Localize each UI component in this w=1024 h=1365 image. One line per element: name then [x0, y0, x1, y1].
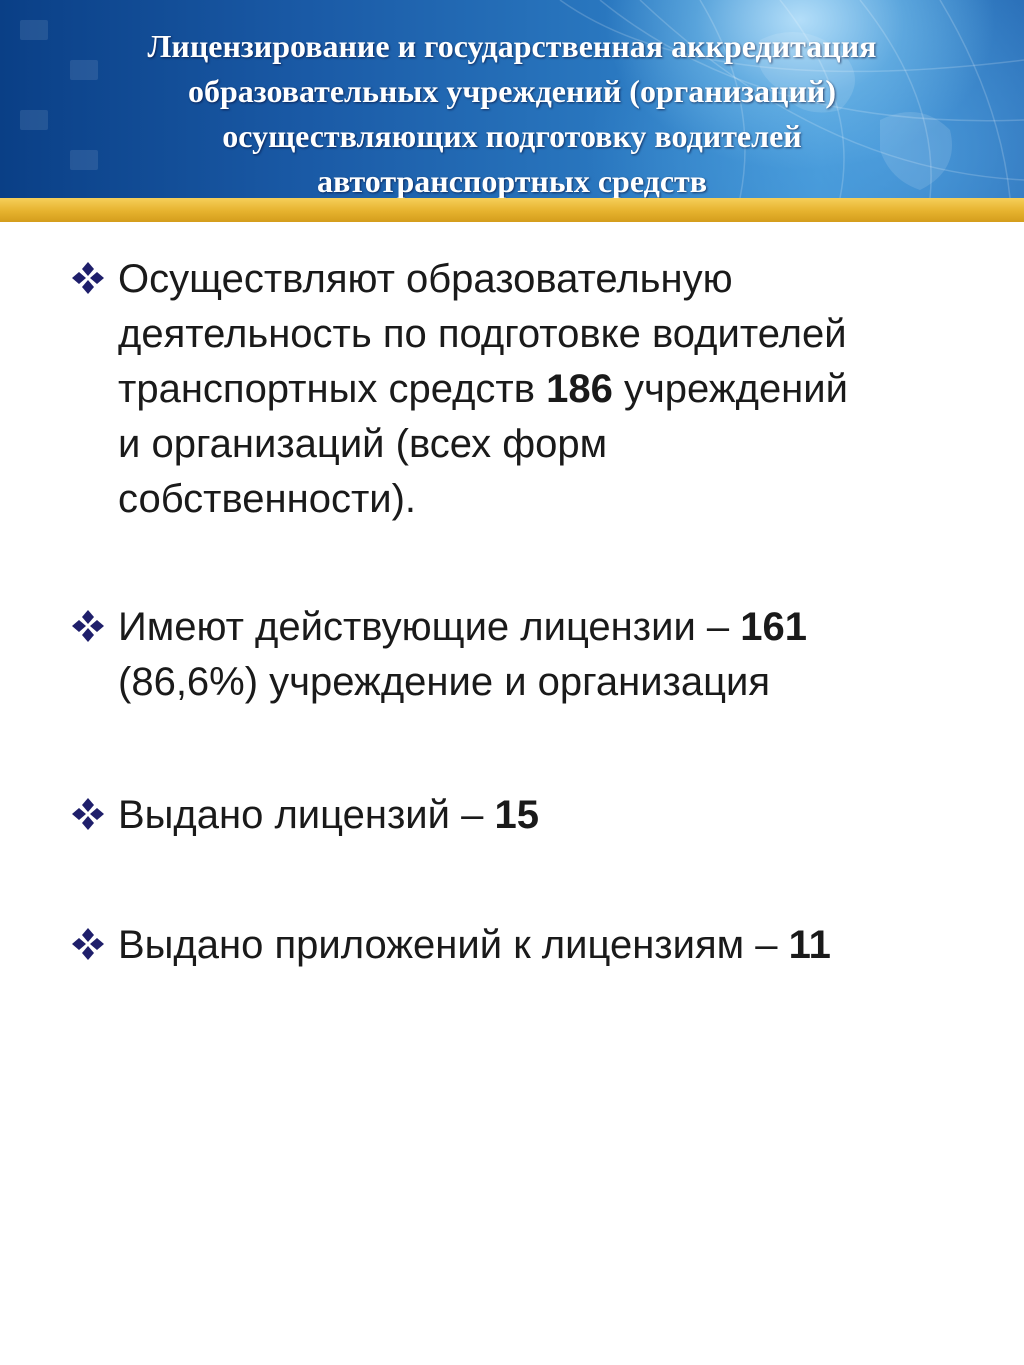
bullet-text: [118, 788, 978, 843]
four-diamond-bullet-icon: [70, 260, 106, 296]
slide-title-line: осуществляющих подготовку водителей: [222, 118, 802, 154]
slide-title-line: автотранспортных средств: [316, 163, 708, 198]
slide-header: [0, 0, 1024, 198]
bullet-text-run: собственности).: [118, 477, 417, 521]
bullet-text: [118, 600, 978, 710]
bullet-text-run: транспортных средств: [118, 367, 547, 411]
slide-title: [40, 24, 984, 198]
header-accent-bar: [0, 198, 1024, 222]
slide-title-line: образовательных учреждений (организаций): [188, 73, 836, 109]
bullet-text-run: (86,6%) учреждение и организация: [118, 660, 771, 704]
bullet-text-run: Осуществляют образовательную: [118, 257, 733, 301]
four-diamond-bullet-icon: [70, 926, 106, 962]
highlight-number: 161: [740, 605, 808, 649]
four-diamond-bullet-icon: [70, 796, 106, 832]
bullet-text-run: учреждений: [612, 367, 848, 411]
bullet-text-run: деятельность по подготовке водителей: [118, 312, 847, 356]
four-diamond-bullet-icon: [70, 608, 106, 644]
highlight-number: 11: [788, 923, 831, 967]
bullet-text-run: Выдано приложений к лицензиям –: [118, 923, 789, 967]
slide-title-line: Лицензирование и государственная аккредитация: [147, 28, 877, 64]
bullet-text: [118, 918, 978, 973]
highlight-number: 186: [546, 367, 613, 411]
bullet-text-run: Выдано лицензий –: [118, 793, 495, 837]
bullet-text-run: и организаций (всех форм: [118, 422, 608, 466]
bullet-text-run: Имеют действующие лицензии –: [118, 605, 741, 649]
bullet-text: [118, 252, 978, 527]
highlight-number: 15: [494, 793, 539, 837]
